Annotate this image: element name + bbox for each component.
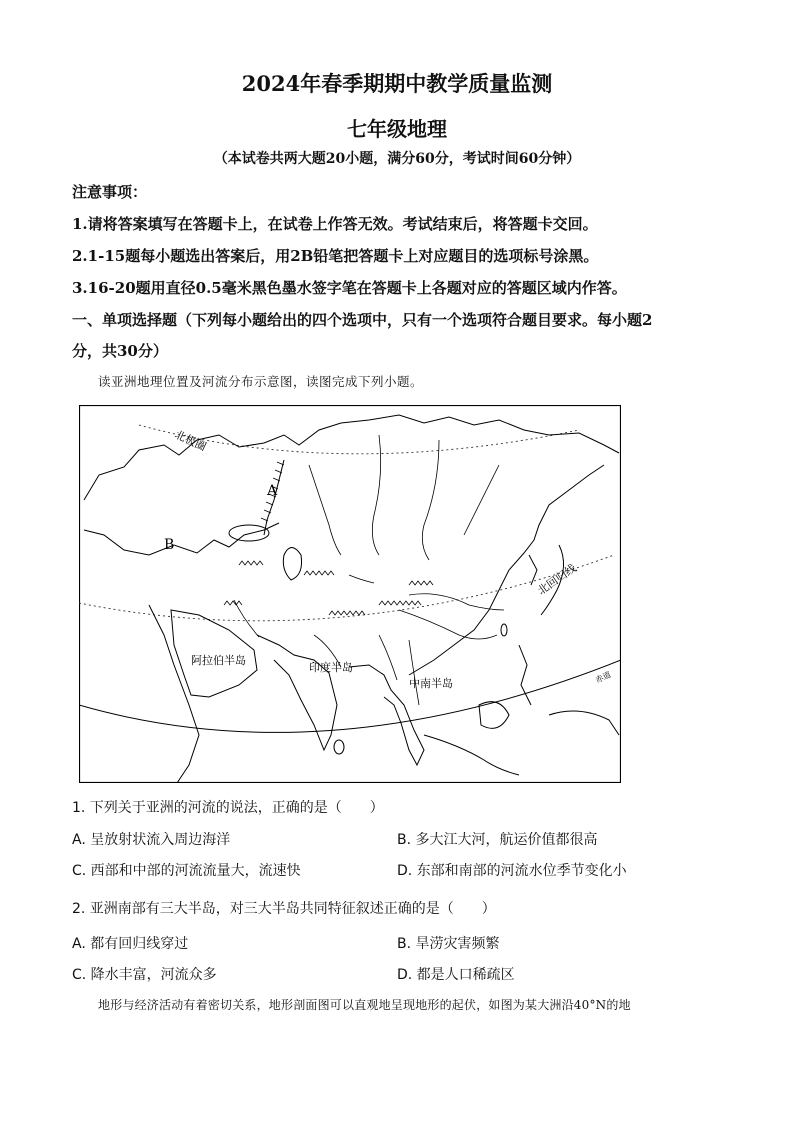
label-equator: 赤道 (594, 669, 613, 685)
question-2-option-b[interactable]: B. 旱涝灾害频繁 (397, 936, 500, 952)
asia-map (79, 405, 621, 783)
label-point-a: A (267, 483, 278, 499)
label-arabian-peninsula: 阿拉伯半岛 (191, 654, 246, 667)
exam-info: （本试卷共两大题20小题，满分60分，考试时间60分钟） (213, 151, 581, 167)
question-2-stem: 2. 亚洲南部有三大半岛，对三大半岛共同特征叙述正确的是（ ） (72, 901, 496, 917)
exam-subject: 七年级地理 (347, 117, 447, 141)
note-item-1: 1.请将答案填写在答题卡上，在试卷上作答无效。考试结束后，将答题卡交回。 (72, 215, 598, 233)
question-2-option-c[interactable]: C. 降水丰富，河流众多 (72, 967, 217, 983)
label-arctic-circle: 北极圈 (172, 427, 209, 454)
question-2-option-d[interactable]: D. 都是人口稀疏区 (397, 967, 515, 983)
note-item-3: 3.16-20题用直径0.5毫米黑色墨水签字笔在答题卡上各题对应的答题区域内作答。 (72, 279, 627, 297)
question-2-option-a[interactable]: A. 都有回归线穿过 (72, 936, 189, 952)
map-intro: 读亚洲地理位置及河流分布示意图，读图完成下列小题。 (98, 374, 424, 389)
notes-heading: 注意事项： (72, 183, 148, 201)
section-heading-line2: 分，共30分） (72, 342, 168, 360)
question-1-option-b[interactable]: B. 多大江大河，航运价值都很高 (397, 832, 598, 848)
question-1-option-d[interactable]: D. 东部和南部的河流水位季节变化小 (397, 863, 627, 879)
label-indian-peninsula: 印度半岛 (309, 661, 353, 674)
label-indochina-peninsula: 中南半岛 (409, 677, 453, 690)
label-tropic-cancer: 北回归线 (535, 561, 579, 598)
note-item-2: 2.1-15题每小题选出答案后，用2B铅笔把答题卡上对应题目的选项标号涂黑。 (72, 247, 599, 265)
next-section-intro: 地形与经济活动有着密切关系，地形剖面图可以直观地呈现地形的起伏，如图为某大洲沿40°N的地 (98, 998, 631, 1012)
question-1-stem: 1. 下列关于亚洲的河流的说法，正确的是（ ） (72, 800, 384, 816)
label-point-b: B (164, 537, 175, 553)
question-1-option-a[interactable]: A. 呈放射状流入周边海洋 (72, 832, 231, 848)
question-1-option-c[interactable]: C. 西部和中部的河流流量大，流速快 (72, 863, 301, 879)
section-heading-line1: 一、单项选择题（下列每小题给出的四个选项中，只有一个选项符合题目要求。每小题2 (72, 311, 653, 329)
exam-title: 2024年春季期期中教学质量监测 (241, 71, 553, 96)
